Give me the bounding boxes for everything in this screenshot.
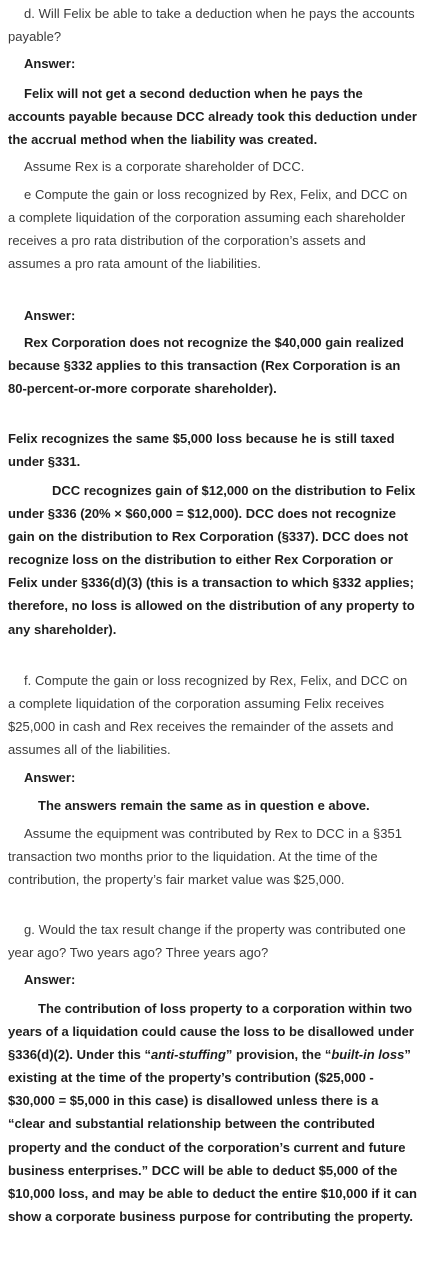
answer-g-part2: ” provision, the “ <box>225 1047 332 1063</box>
answer-d: Felix will not get a second deduction when he pays the accounts payable because DCC already took this deduction under the accrual method when the liability was created. <box>8 86 417 148</box>
question-d: d. Will Felix be able to take a deduction when he pays the accounts payable? <box>8 6 415 45</box>
answer-f: The answers remain the same as in question e above. <box>38 798 370 813</box>
assume-equipment: Assume the equipment was contributed by Rex to DCC in a §351 transaction two months prior to the liquidation. At the time of the contribution, the property’s fair market value was $25,000. <box>8 826 403 888</box>
answer-label-f: Answer: <box>24 770 76 785</box>
assume-rex: Assume Rex is a corporate shareholder of DCC. <box>24 159 305 174</box>
anti-stuffing-term: anti-stuffing <box>151 1047 226 1063</box>
answer-e-rex: Rex Corporation does not recognize the $40,000 gain realized because §332 applies to this transaction (Rex Corporation is an 80-percent-or-more corporate shareholder). <box>8 335 404 397</box>
question-g: g. Would the tax result change if the property was contributed one year ago? Two years ago? Three years ago? <box>8 922 406 961</box>
answer-label-g: Answer: <box>24 972 76 987</box>
answer-e-dcc: DCC recognizes gain of $12,000 on the distribution to Felix under §336 (20% × $60,000 = $12,000). DCC does not recognize gain on the distribution to Rex Corporation (§337). DCC does not recognize loss on the distribution to either Rex Corporation or Felix under §336(d)(3) (this is a transaction to which §332 applies; therefore, no loss is allowed on the distribution of any property to any shareholder). <box>8 483 416 637</box>
answer-label-d: Answer: <box>24 56 76 71</box>
built-in-loss-term: built-in loss <box>331 1047 405 1063</box>
answer-label-e: Answer: <box>24 308 76 323</box>
answer-e-felix: Felix recognizes the same $5,000 loss because he is still taxed under §331. <box>8 431 395 470</box>
question-f: f. Compute the gain or loss recognized by Rex, Felix, and DCC on a complete liquidation of the corporation assuming Felix receives $25,000 in cash and Rex receives the remainder of the assets and assumes all of the liabilities. <box>8 673 408 758</box>
answer-g-part3: ” existing at the time of the property’s contribution ($25,000 - $30,000 = $5,000 in this case) is disallowed unless there is a “clear and substantial relationship between the contributed property and the conduct of the corporation’s current and future business enterprises.” DCC will be able to deduct $5,000 of the $10,000 loss, and may be able to deduct the entire $10,000 if it can show a corporate business purpose for contributing the property. <box>8 1047 417 1224</box>
question-e: e Compute the gain or loss recognized by Rex, Felix, and DCC on a complete liquidation of the corporation assuming each shareholder receives a pro rata distribution of the corporation’s assets and assumes a pro rata amount of the liabilities. <box>8 187 408 272</box>
answer-g <box>8 997 418 1228</box>
answer-g-part1: The contribution of loss property to a corporation within two years of a liquidation could cause the loss to be disallowed under §336(d)(2). Under this “ <box>8 1001 414 1063</box>
